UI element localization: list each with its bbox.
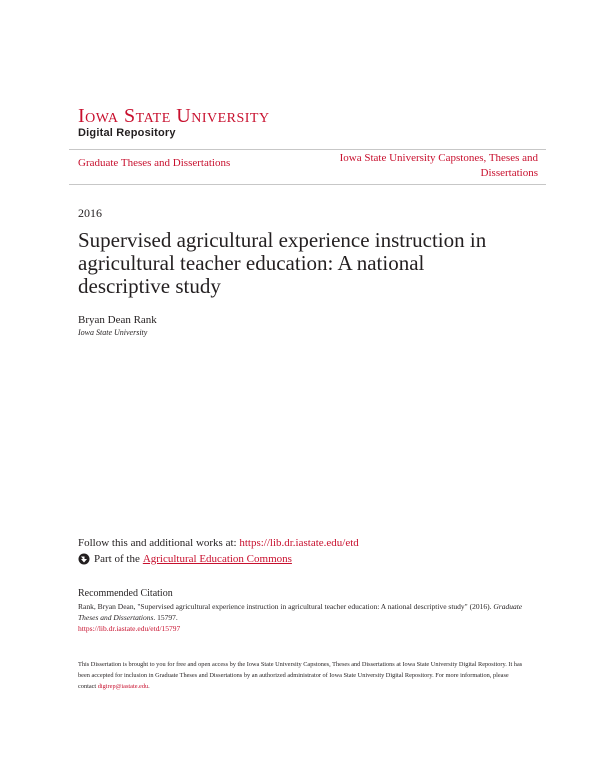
contact-email-link[interactable]: digirep@iastate.edu [97, 683, 149, 690]
citation-number: . 15797. [153, 613, 178, 622]
header-top-rule [69, 149, 546, 150]
notice-end: . [148, 683, 150, 690]
digital-commons-icon [78, 553, 90, 565]
citation-body [78, 601, 528, 634]
logo-repository-name: Digital Repository [78, 127, 176, 139]
graduate-theses-link[interactable]: Graduate Theses and Dissertations [78, 157, 231, 169]
etd-url-link[interactable]: https://lib.dr.iastate.edu/etd [239, 537, 359, 549]
author-name: Bryan Dean Rank [78, 314, 157, 326]
document-title: Supervised agricultural experience instruction in agricultural teacher education: A national descriptive study [78, 228, 487, 298]
citation-text: Rank, Bryan Dean, "Supervised agricultural experience instruction in agricultural teacher education: A national descriptive study" (2016). [78, 602, 492, 611]
repository-notice [78, 659, 523, 692]
publication-year: 2016 [78, 206, 102, 220]
citation-journal: Graduate Theses and Dissertations [78, 602, 523, 622]
capstones-link[interactable]: Iowa State University Capstones, Theses and Dissertations [339, 152, 538, 179]
header-bottom-rule [69, 184, 546, 185]
notice-text: This Dissertation is brought to you for free and open access by the Iowa State University Capstones, Theses and Dissertations at Iowa State University Digital Repository. It has been accepted for inclusion in Graduate Theses and Dissertations by an authorized administrator of Iowa State University Digital Repository. For more information, please contact [78, 661, 523, 690]
follow-text: Follow this and additional works at: [78, 537, 237, 549]
logo-university-name: Iowa State University [78, 105, 270, 127]
follow-line [78, 537, 359, 549]
part-of-text: Part of the [94, 553, 140, 565]
university-logo [78, 106, 270, 140]
author-affiliation: Iowa State University [78, 328, 148, 337]
agricultural-education-commons-link[interactable]: Agricultural Education Commons [142, 553, 292, 565]
recommended-citation-heading: Recommended Citation [78, 588, 173, 599]
part-of-line [78, 553, 292, 565]
citation-url-link[interactable]: https://lib.dr.iastate.edu/etd/15797 [78, 624, 181, 633]
